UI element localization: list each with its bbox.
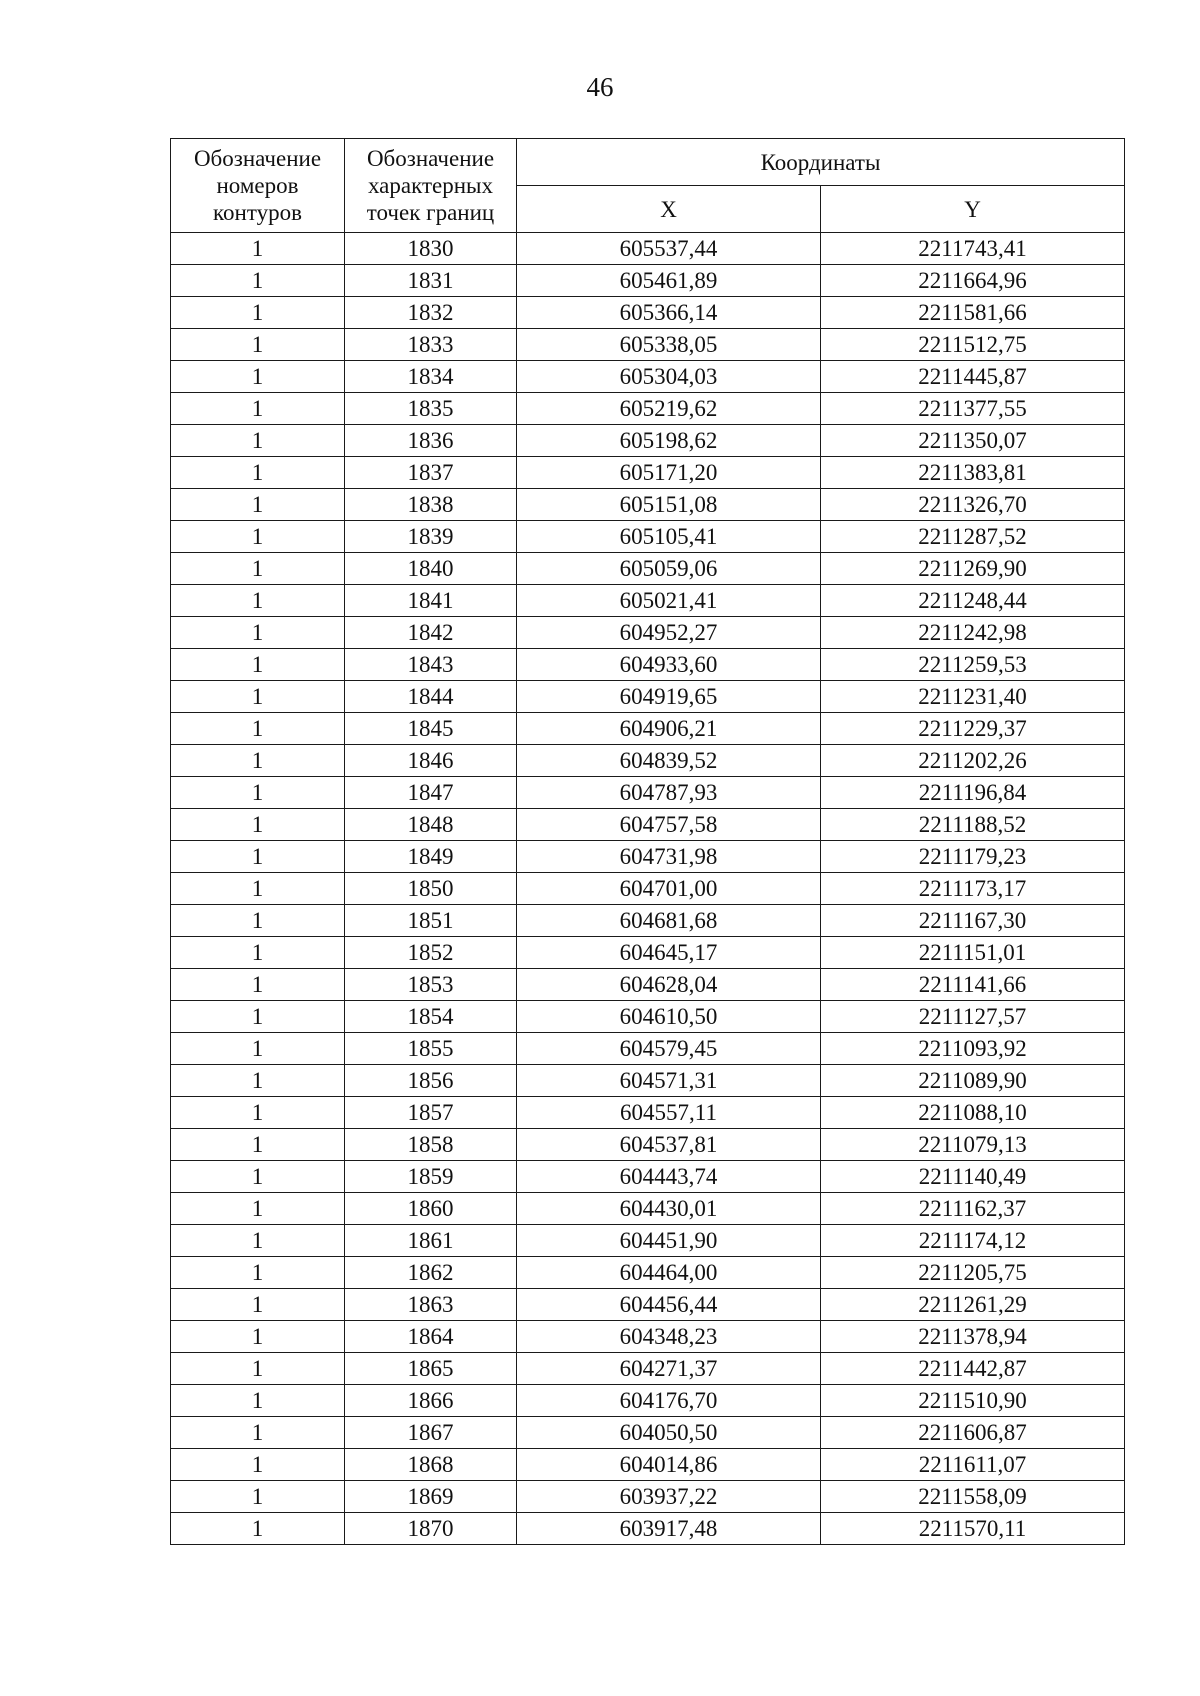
cell-y: 2211188,52	[821, 809, 1125, 841]
cell-contour: 1	[171, 1385, 345, 1417]
cell-point: 1844	[345, 681, 517, 713]
cell-contour: 1	[171, 457, 345, 489]
cell-contour: 1	[171, 1161, 345, 1193]
cell-x: 605198,62	[517, 425, 821, 457]
cell-y: 2211196,84	[821, 777, 1125, 809]
cell-point: 1838	[345, 489, 517, 521]
cell-x: 604456,44	[517, 1289, 821, 1321]
cell-contour: 1	[171, 713, 345, 745]
cell-point: 1842	[345, 617, 517, 649]
cell-point: 1851	[345, 905, 517, 937]
cell-contour: 1	[171, 361, 345, 393]
header-x: X	[517, 186, 821, 233]
cell-x: 605151,08	[517, 489, 821, 521]
table-row	[171, 1129, 1125, 1161]
cell-point: 1830	[345, 233, 517, 265]
table-row	[171, 905, 1125, 937]
cell-y: 2211383,81	[821, 457, 1125, 489]
cell-contour: 1	[171, 1065, 345, 1097]
cell-y: 2211151,01	[821, 937, 1125, 969]
table-row	[171, 681, 1125, 713]
cell-point: 1861	[345, 1225, 517, 1257]
page-number: 46	[586, 72, 614, 102]
table-row	[171, 297, 1125, 329]
cell-y: 2211664,96	[821, 265, 1125, 297]
coordinates-table	[170, 138, 1125, 1545]
cell-y: 2211242,98	[821, 617, 1125, 649]
cell-y: 2211581,66	[821, 297, 1125, 329]
cell-x: 603937,22	[517, 1481, 821, 1513]
cell-point: 1848	[345, 809, 517, 841]
cell-x: 604014,86	[517, 1449, 821, 1481]
cell-y: 2211141,66	[821, 969, 1125, 1001]
cell-y: 2211377,55	[821, 393, 1125, 425]
cell-contour: 1	[171, 745, 345, 777]
cell-y: 2211140,49	[821, 1161, 1125, 1193]
cell-contour: 1	[171, 1097, 345, 1129]
cell-point: 1860	[345, 1193, 517, 1225]
cell-contour: 1	[171, 1257, 345, 1289]
cell-point: 1867	[345, 1417, 517, 1449]
cell-contour: 1	[171, 937, 345, 969]
cell-contour: 1	[171, 1353, 345, 1385]
cell-x: 604348,23	[517, 1321, 821, 1353]
table-row	[171, 1449, 1125, 1481]
cell-contour: 1	[171, 617, 345, 649]
cell-point: 1846	[345, 745, 517, 777]
cell-point: 1866	[345, 1385, 517, 1417]
cell-y: 2211231,40	[821, 681, 1125, 713]
cell-x: 604681,68	[517, 905, 821, 937]
table-row	[171, 1033, 1125, 1065]
cell-point: 1845	[345, 713, 517, 745]
cell-x: 605105,41	[517, 521, 821, 553]
cell-point: 1834	[345, 361, 517, 393]
cell-contour: 1	[171, 1289, 345, 1321]
cell-x: 604557,11	[517, 1097, 821, 1129]
cell-point: 1856	[345, 1065, 517, 1097]
cell-x: 605219,62	[517, 393, 821, 425]
cell-y: 2211229,37	[821, 713, 1125, 745]
cell-y: 2211510,90	[821, 1385, 1125, 1417]
cell-point: 1854	[345, 1001, 517, 1033]
cell-x: 605304,03	[517, 361, 821, 393]
cell-contour: 1	[171, 553, 345, 585]
cell-point: 1850	[345, 873, 517, 905]
cell-x: 604952,27	[517, 617, 821, 649]
table-row	[171, 1385, 1125, 1417]
cell-point: 1864	[345, 1321, 517, 1353]
cell-contour: 1	[171, 649, 345, 681]
cell-point: 1831	[345, 265, 517, 297]
cell-y: 2211512,75	[821, 329, 1125, 361]
cell-contour: 1	[171, 585, 345, 617]
table-row	[171, 393, 1125, 425]
table-row	[171, 585, 1125, 617]
cell-y: 2211174,12	[821, 1225, 1125, 1257]
cell-point: 1853	[345, 969, 517, 1001]
cell-x: 605021,41	[517, 585, 821, 617]
cell-contour: 1	[171, 1193, 345, 1225]
table-row	[171, 1257, 1125, 1289]
cell-point: 1847	[345, 777, 517, 809]
cell-contour: 1	[171, 393, 345, 425]
cell-x: 604701,00	[517, 873, 821, 905]
cell-y: 2211079,13	[821, 1129, 1125, 1161]
cell-x: 604757,58	[517, 809, 821, 841]
cell-x: 605461,89	[517, 265, 821, 297]
cell-contour: 1	[171, 681, 345, 713]
cell-y: 2211088,10	[821, 1097, 1125, 1129]
cell-point: 1852	[345, 937, 517, 969]
table-row	[171, 809, 1125, 841]
cell-y: 2211611,07	[821, 1449, 1125, 1481]
table-row	[171, 489, 1125, 521]
cell-x: 604787,93	[517, 777, 821, 809]
table-row	[171, 1065, 1125, 1097]
cell-contour: 1	[171, 1481, 345, 1513]
cell-contour: 1	[171, 841, 345, 873]
cell-y: 2211558,09	[821, 1481, 1125, 1513]
cell-contour: 1	[171, 233, 345, 265]
cell-contour: 1	[171, 1033, 345, 1065]
cell-y: 2211162,37	[821, 1193, 1125, 1225]
cell-point: 1868	[345, 1449, 517, 1481]
cell-y: 2211350,07	[821, 425, 1125, 457]
cell-contour: 1	[171, 1001, 345, 1033]
table-row	[171, 233, 1125, 265]
table-row	[171, 969, 1125, 1001]
table-row	[171, 1289, 1125, 1321]
cell-contour: 1	[171, 969, 345, 1001]
table-header	[171, 139, 1125, 233]
table-row	[171, 617, 1125, 649]
cell-x: 605366,14	[517, 297, 821, 329]
cell-contour: 1	[171, 521, 345, 553]
table-row	[171, 1193, 1125, 1225]
cell-point: 1858	[345, 1129, 517, 1161]
cell-x: 604731,98	[517, 841, 821, 873]
cell-x: 604571,31	[517, 1065, 821, 1097]
cell-point: 1865	[345, 1353, 517, 1385]
cell-point: 1833	[345, 329, 517, 361]
cell-point: 1870	[345, 1513, 517, 1545]
cell-point: 1859	[345, 1161, 517, 1193]
cell-x: 604610,50	[517, 1001, 821, 1033]
cell-contour: 1	[171, 1225, 345, 1257]
cell-y: 2211445,87	[821, 361, 1125, 393]
table-row	[171, 361, 1125, 393]
cell-y: 2211287,52	[821, 521, 1125, 553]
cell-point: 1832	[345, 297, 517, 329]
cell-point: 1869	[345, 1481, 517, 1513]
cell-contour: 1	[171, 1417, 345, 1449]
cell-point: 1855	[345, 1033, 517, 1065]
cell-x: 604906,21	[517, 713, 821, 745]
cell-y: 2211248,44	[821, 585, 1125, 617]
table-row	[171, 1353, 1125, 1385]
cell-x: 604537,81	[517, 1129, 821, 1161]
cell-x: 605059,06	[517, 553, 821, 585]
cell-x: 604933,60	[517, 649, 821, 681]
header-contour-number: Обозначение номеров контуров	[171, 139, 345, 233]
cell-point: 1839	[345, 521, 517, 553]
cell-y: 2211173,17	[821, 873, 1125, 905]
cell-contour: 1	[171, 425, 345, 457]
table-row	[171, 1481, 1125, 1513]
cell-y: 2211202,26	[821, 745, 1125, 777]
table-row	[171, 425, 1125, 457]
table-row	[171, 553, 1125, 585]
cell-x: 604430,01	[517, 1193, 821, 1225]
cell-point: 1841	[345, 585, 517, 617]
cell-y: 2211269,90	[821, 553, 1125, 585]
cell-point: 1840	[345, 553, 517, 585]
cell-contour: 1	[171, 1129, 345, 1161]
cell-contour: 1	[171, 489, 345, 521]
header-boundary-point: Обозначение характерных точек границ	[345, 139, 517, 233]
cell-contour: 1	[171, 329, 345, 361]
cell-y: 2211743,41	[821, 233, 1125, 265]
cell-y: 2211127,57	[821, 1001, 1125, 1033]
cell-y: 2211093,92	[821, 1033, 1125, 1065]
cell-y: 2211167,30	[821, 905, 1125, 937]
cell-point: 1857	[345, 1097, 517, 1129]
table-row	[171, 649, 1125, 681]
header-y: Y	[821, 186, 1125, 233]
table-row	[171, 265, 1125, 297]
cell-x: 604050,50	[517, 1417, 821, 1449]
cell-y: 2211205,75	[821, 1257, 1125, 1289]
cell-contour: 1	[171, 1449, 345, 1481]
cell-y: 2211570,11	[821, 1513, 1125, 1545]
table-row	[171, 777, 1125, 809]
cell-point: 1862	[345, 1257, 517, 1289]
cell-point: 1837	[345, 457, 517, 489]
cell-x: 605537,44	[517, 233, 821, 265]
cell-y: 2211378,94	[821, 1321, 1125, 1353]
cell-x: 604839,52	[517, 745, 821, 777]
cell-contour: 1	[171, 873, 345, 905]
cell-x: 604628,04	[517, 969, 821, 1001]
cell-contour: 1	[171, 1513, 345, 1545]
table-row	[171, 841, 1125, 873]
cell-x: 604645,17	[517, 937, 821, 969]
table-row	[171, 329, 1125, 361]
table-row	[171, 1225, 1125, 1257]
cell-x: 605338,05	[517, 329, 821, 361]
cell-contour: 1	[171, 809, 345, 841]
cell-x: 604919,65	[517, 681, 821, 713]
cell-point: 1843	[345, 649, 517, 681]
cell-y: 2211606,87	[821, 1417, 1125, 1449]
cell-x: 604271,37	[517, 1353, 821, 1385]
cell-contour: 1	[171, 1321, 345, 1353]
cell-y: 2211326,70	[821, 489, 1125, 521]
cell-x: 605171,20	[517, 457, 821, 489]
table-row	[171, 1001, 1125, 1033]
cell-y: 2211179,23	[821, 841, 1125, 873]
table-row	[171, 937, 1125, 969]
cell-point: 1835	[345, 393, 517, 425]
table-row	[171, 1321, 1125, 1353]
cell-x: 604176,70	[517, 1385, 821, 1417]
cell-x: 603917,48	[517, 1513, 821, 1545]
table-row	[171, 457, 1125, 489]
table-row	[171, 1417, 1125, 1449]
cell-contour: 1	[171, 265, 345, 297]
cell-contour: 1	[171, 905, 345, 937]
table-row	[171, 1513, 1125, 1545]
cell-contour: 1	[171, 777, 345, 809]
table-row	[171, 873, 1125, 905]
cell-point: 1836	[345, 425, 517, 457]
cell-x: 604443,74	[517, 1161, 821, 1193]
cell-point: 1849	[345, 841, 517, 873]
table-row	[171, 521, 1125, 553]
cell-point: 1863	[345, 1289, 517, 1321]
cell-y: 2211261,29	[821, 1289, 1125, 1321]
cell-y: 2211259,53	[821, 649, 1125, 681]
cell-x: 604579,45	[517, 1033, 821, 1065]
table-row	[171, 1097, 1125, 1129]
header-coordinates: Координаты	[517, 139, 1125, 186]
table-body	[171, 233, 1125, 1545]
table-row	[171, 1161, 1125, 1193]
cell-y: 2211089,90	[821, 1065, 1125, 1097]
cell-y: 2211442,87	[821, 1353, 1125, 1385]
cell-x: 604451,90	[517, 1225, 821, 1257]
table-row	[171, 713, 1125, 745]
cell-x: 604464,00	[517, 1257, 821, 1289]
table-row	[171, 745, 1125, 777]
cell-contour: 1	[171, 297, 345, 329]
